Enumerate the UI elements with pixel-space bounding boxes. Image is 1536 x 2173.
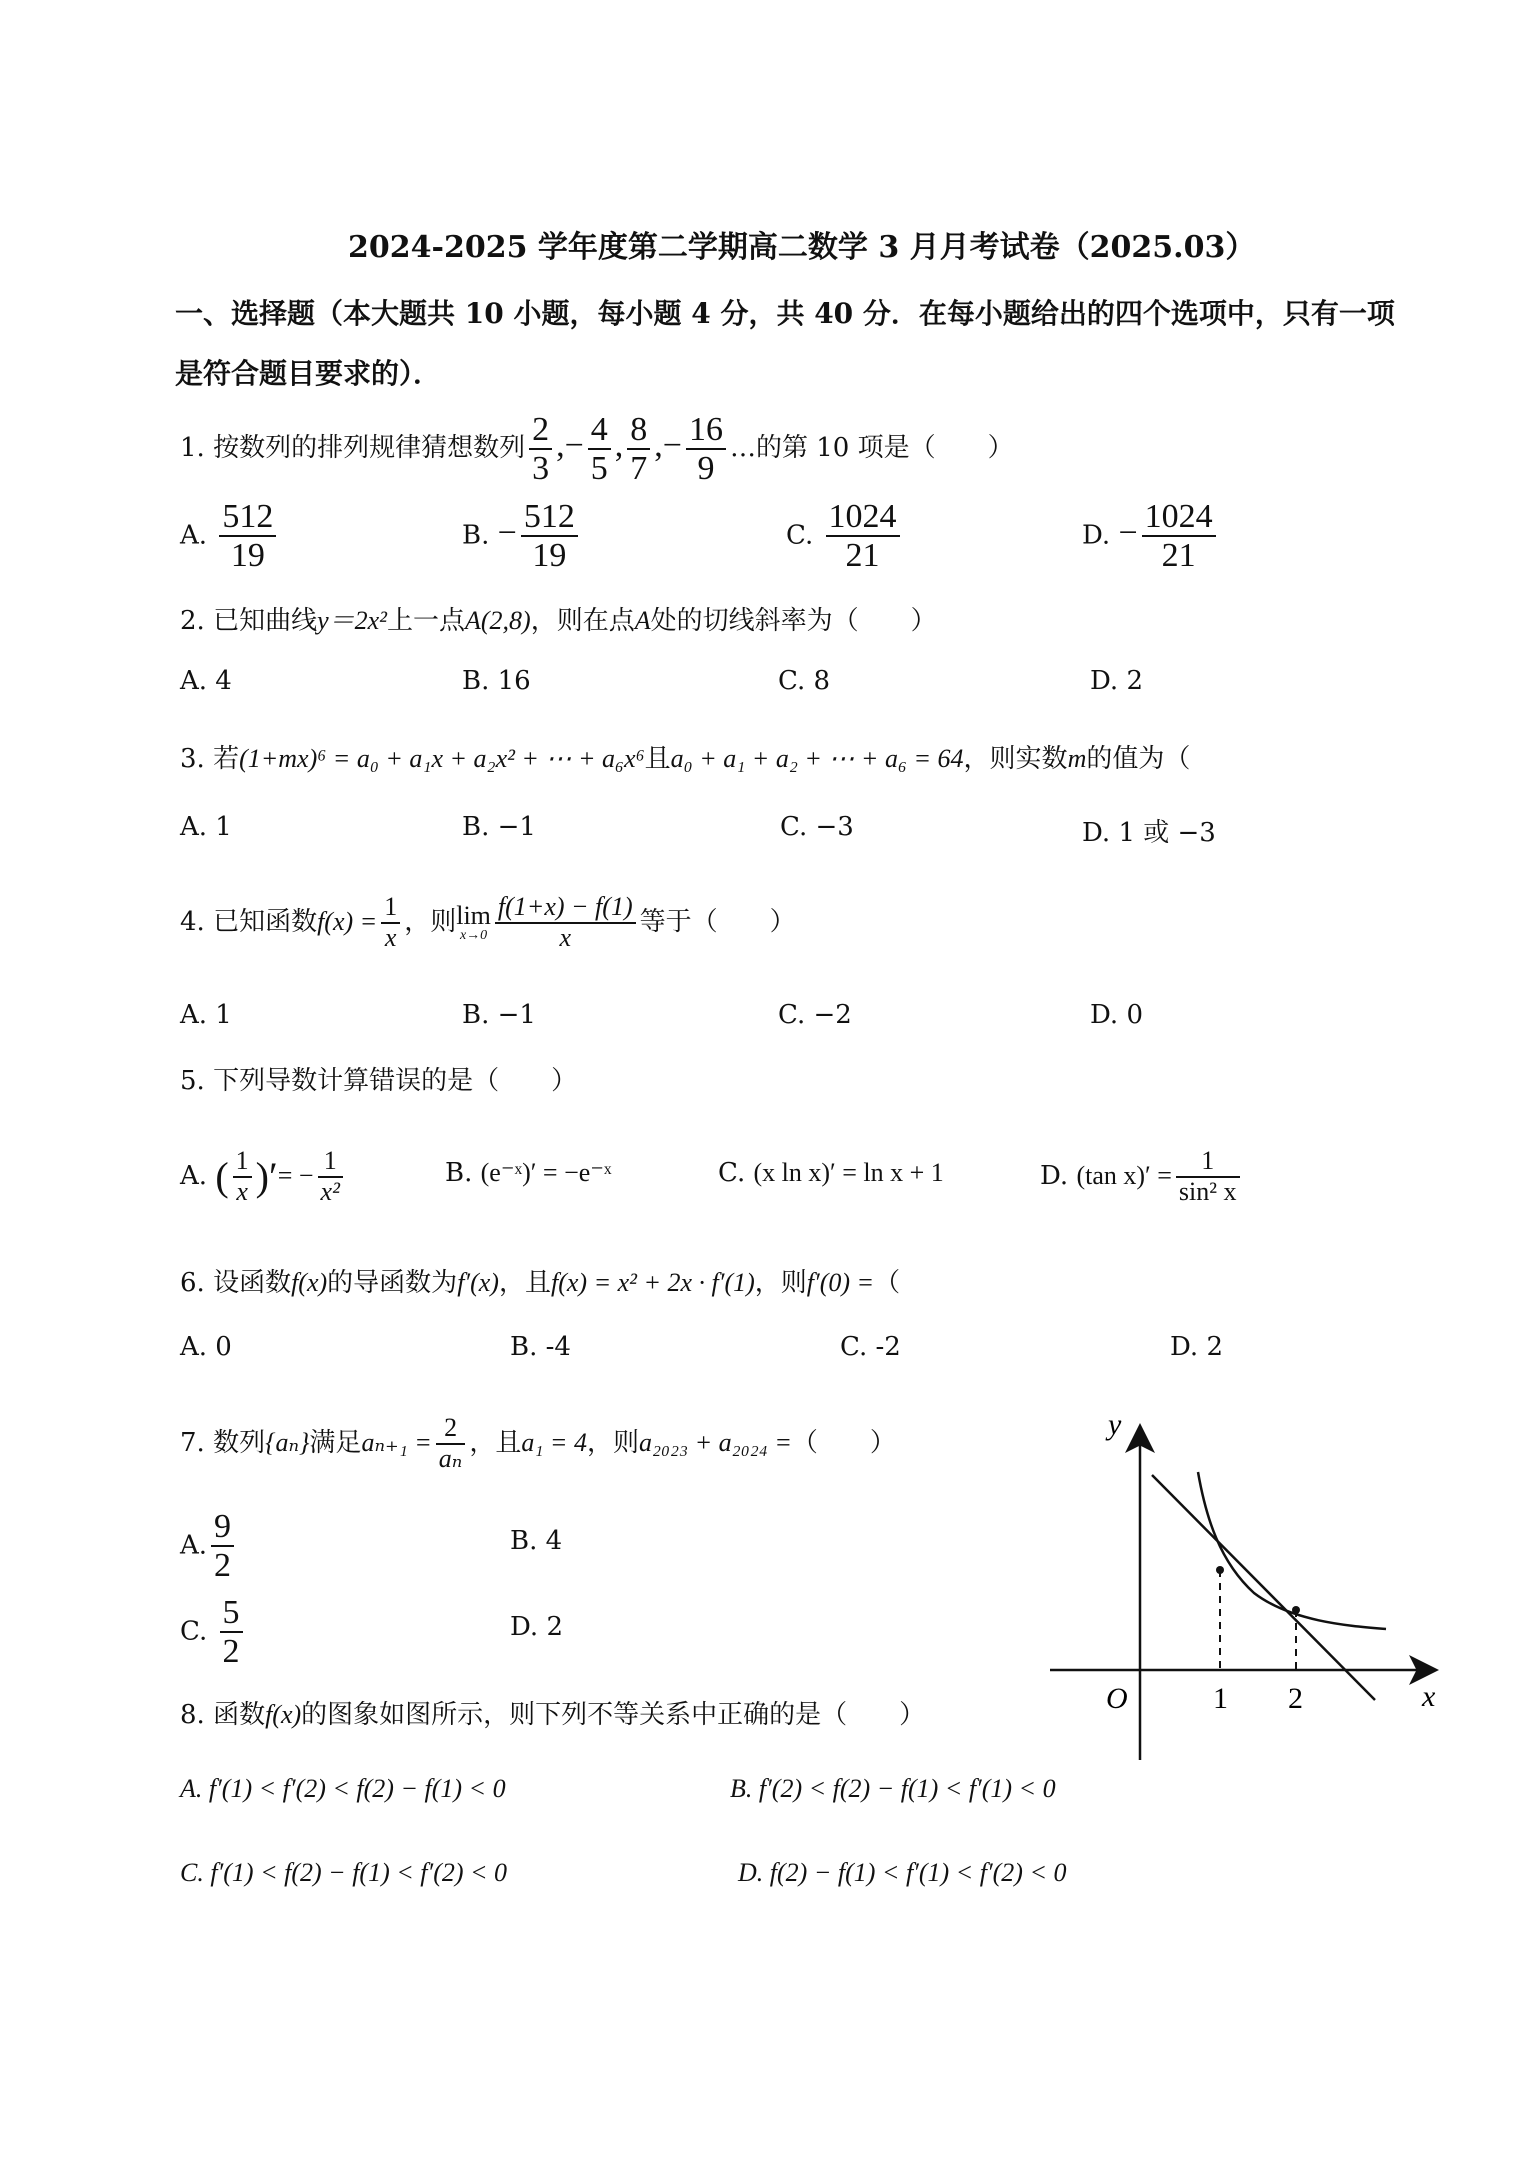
q4-limit-den: x: [559, 923, 572, 952]
q7-option-a-den: 2: [214, 1547, 232, 1585]
q6-text-d: ，则: [754, 1268, 807, 1298]
q8-text-a: 8. 函数: [180, 1700, 266, 1730]
q5-option-d-lhs: (tan x)′ =: [1076, 1161, 1172, 1190]
section-header-line1: 一、选择题（本大题共 10 小题，每小题 4 分，共 40 分．在每小题给出的四个选项中，只有一项: [175, 297, 1395, 330]
q7-text-a: 7. 数列: [180, 1428, 266, 1458]
q1-option-b-frac: [521, 498, 578, 575]
q3-option-c: C. −3: [780, 812, 854, 842]
q1-option-d-num: 1024: [1142, 498, 1216, 537]
q1-option-c-den: 21: [845, 537, 880, 575]
q1-seq-den-2: 5: [590, 450, 608, 487]
q8-text-b: 的图象如图所示，则下列不等关系中正确的是（ ）: [301, 1700, 926, 1730]
q3-option-d: D. 1 或 −3: [1082, 818, 1216, 848]
q3-equation-1: (1+mx)⁶ = a₀ + a₁x + a₂x² + ⋯ + a₆x⁶: [239, 744, 645, 773]
q5-option-a: [180, 1136, 347, 1217]
q6-option-a: A. 0: [180, 1332, 232, 1362]
q5-option-a-result-frac: [318, 1147, 343, 1206]
q1-option-d-den: 21: [1161, 537, 1196, 575]
q5-option-a-inner-frac: [233, 1147, 252, 1206]
q4-text-a: 4. 已知函数: [180, 907, 318, 937]
q5-option-a-close-paren: )′: [255, 1154, 278, 1199]
q1-option-d-label: D.: [1082, 520, 1111, 551]
question-2: [180, 600, 937, 637]
q1-option-b-den: 19: [532, 537, 567, 575]
q1-option-b-num: 512: [521, 498, 578, 537]
q6-text-c: ，且: [498, 1268, 551, 1298]
q1-seq-den-1: 3: [532, 450, 550, 487]
q1-option-a-label: A.: [180, 520, 208, 551]
q1-seq-term-3: [627, 411, 650, 488]
q6-text-e: （: [874, 1268, 901, 1298]
q4-option-b: B. −1: [462, 1000, 536, 1030]
q1-seq-term-1: [529, 411, 552, 488]
q2-option-a: A. 4: [180, 666, 232, 696]
q4-option-a: A. 1: [180, 1000, 232, 1030]
y-axis-label: y: [1108, 1408, 1122, 1441]
question-7: [180, 1408, 896, 1478]
q2-text-c: ，则在点: [530, 606, 635, 636]
q4-option-c: C. −2: [778, 1000, 852, 1030]
q6-f: f(x): [291, 1268, 328, 1297]
q7-text-c: ，且: [469, 1428, 522, 1458]
q8-option-b: B. f′(2) < f(2) − f(1) < f′(1) < 0: [730, 1774, 1056, 1803]
q6-option-d: D. 2: [1170, 1332, 1223, 1362]
q4-limit-frac: [495, 893, 636, 952]
q7-option-a-num: 9: [211, 1508, 234, 1547]
q7-recurrence-lhs: aₙ₊₁ =: [361, 1428, 432, 1457]
q1-option-c-label: C.: [786, 520, 814, 551]
q5-option-c-label: C.: [718, 1158, 746, 1188]
q5-option-d: [1040, 1136, 1244, 1216]
q1-option-c: [786, 498, 904, 575]
function-graph: [1030, 1400, 1450, 1780]
q4-option-d: D. 0: [1090, 1000, 1143, 1030]
tick-label-1: 1: [1213, 1682, 1228, 1715]
q1-suffix: …的第 10 项是（ ）: [729, 433, 1014, 463]
q5-option-a-inner-num: 1: [233, 1147, 252, 1178]
tick-label-2: 2: [1288, 1682, 1303, 1715]
q5-option-a-open-paren: (: [215, 1154, 229, 1199]
q7-option-c-num: 5: [220, 1594, 243, 1633]
q7-option-c-label: C.: [180, 1616, 208, 1647]
q1-seq-den-3: 7: [630, 450, 648, 487]
q7-option-d: D. 2: [510, 1612, 563, 1642]
q3-text-b: 且: [644, 744, 671, 774]
q5-option-a-eq: = −: [277, 1161, 314, 1190]
q5-option-d-num: 1: [1176, 1147, 1240, 1178]
q4-limit-num: f(1+x) − f(1): [495, 893, 636, 924]
q2-option-b: B. 16: [462, 666, 531, 696]
q7-option-c: [180, 1594, 247, 1671]
q1-seq-sign-2: ,−: [556, 427, 584, 464]
q1-option-a: [180, 498, 280, 575]
page-title: 2024-2025 学年度第二学期高二数学 3 月月考试卷（2025.03）: [348, 230, 1256, 265]
q1-option-a-den: 19: [230, 537, 265, 575]
q7-initial: a₁ = 4: [521, 1428, 587, 1457]
q7-option-a-frac: [211, 1508, 234, 1585]
q7-option-c-den: 2: [222, 1633, 240, 1671]
q1-option-d-sign: −: [1118, 514, 1138, 552]
q5-option-a-inner-den: x: [236, 1177, 248, 1206]
q1-option-d-frac: [1142, 498, 1216, 575]
question-5: 5. 下列导数计算错误的是（ ）: [180, 1066, 578, 1096]
q7-option-a: [180, 1508, 238, 1585]
q1-option-d: [1082, 498, 1220, 575]
q5-option-d-label: D.: [1040, 1161, 1069, 1191]
q4-limit: [456, 903, 491, 943]
point-x1: [1216, 1566, 1224, 1574]
q4-text-c: 等于（ ）: [639, 907, 796, 937]
q6-text-a: 6. 设函数: [180, 1268, 292, 1298]
q4-function-num: 1: [381, 893, 400, 924]
origin-label: O: [1106, 1682, 1128, 1715]
q7-option-c-frac: [220, 1594, 243, 1671]
q5-option-a-result-num: 1: [318, 1147, 343, 1178]
q6-option-c: C. -2: [840, 1332, 901, 1362]
secant-line: [1152, 1475, 1375, 1700]
q5-option-a-label: A.: [180, 1161, 208, 1191]
q2-point-name: A: [634, 606, 651, 635]
q8-option-d: D. f(2) − f(1) < f′(1) < f′(2) < 0: [738, 1858, 1067, 1887]
q1-seq-term-2: [588, 411, 611, 488]
q6-ask: f′(0) =: [806, 1268, 875, 1297]
q2-option-c: C. 8: [778, 666, 831, 696]
question-3: [180, 738, 1190, 775]
q1-option-b: [462, 498, 582, 575]
q1-seq-num-1: 2: [529, 411, 552, 450]
q3-option-a: A. 1: [180, 812, 232, 842]
q6-equation: f(x) = x² + 2x · f′(1): [550, 1268, 755, 1297]
q2-curve: y＝2x²: [317, 606, 387, 635]
q6-fp: f′(x): [457, 1268, 499, 1297]
q8-f: f(x): [265, 1700, 302, 1729]
q2-text-b: 上一点: [386, 606, 465, 636]
q4-function-den: x: [384, 923, 397, 952]
q1-seq-sign-4: ,−: [654, 427, 682, 464]
q3-var: m: [1067, 744, 1087, 773]
q7-text-d: ，则: [586, 1428, 639, 1458]
q5-option-b-label: B.: [445, 1158, 473, 1188]
q1-seq-term-4: [686, 411, 726, 488]
q3-text-a: 3. 若: [180, 744, 240, 774]
q1-seq-sign-3: ,: [614, 427, 624, 464]
q6-text-b: 的导函数为: [327, 1268, 458, 1298]
q6-option-b: B. -4: [510, 1332, 571, 1362]
q1-option-a-frac: [219, 498, 276, 575]
q4-function-frac: [381, 893, 400, 952]
q7-recurrence-frac: [436, 1414, 466, 1473]
q3-option-b: B. −1: [462, 812, 536, 842]
q7-recurrence-num: 2: [436, 1414, 466, 1445]
q1-seq-den-4: 9: [697, 450, 715, 487]
question-6: [180, 1262, 900, 1299]
q7-ask: a₂₀₂₃ + a₂₀₂₄ =: [638, 1428, 792, 1457]
question-4: [180, 886, 796, 958]
q4-text-b: ，则: [404, 907, 457, 937]
q4-function-lhs: f(x) =: [317, 907, 378, 936]
q5-option-a-result-den: x²: [320, 1177, 340, 1206]
q1-option-c-num: 1024: [826, 498, 900, 537]
q1-seq-num-4: 16: [686, 411, 726, 450]
q1-option-a-num: 512: [219, 498, 276, 537]
q2-option-d: D. 2: [1090, 666, 1143, 696]
q8-option-c: C. f′(1) < f(2) − f(1) < f′(2) < 0: [180, 1858, 508, 1887]
q2-text-a: 2. 已知曲线: [180, 606, 318, 636]
q7-option-b: B. 4: [510, 1526, 563, 1556]
q7-text-b: 满足: [309, 1428, 362, 1458]
q3-equation-2: a₀ + a₁ + a₂ + ⋯ + a₆ = 64: [670, 744, 964, 773]
q1-seq-num-2: 4: [588, 411, 611, 450]
q1-option-b-label: B.: [462, 520, 490, 551]
q1-option-b-sign: −: [497, 514, 517, 552]
q5-option-d-den: sin² x: [1178, 1177, 1237, 1206]
q1-prefix: 1. 按数列的排列规律猜想数列: [180, 433, 526, 463]
q7-option-a-label: A.: [180, 1530, 208, 1561]
q5-option-c: [718, 1158, 944, 1188]
section-header-line2: 是符合题目要求的）．: [175, 357, 442, 390]
q1-option-c-frac: [826, 498, 900, 575]
q7-seq: {aₙ}: [265, 1428, 310, 1457]
question-1: [180, 410, 1014, 487]
q4-limit-word: lim: [456, 901, 491, 930]
q4-limit-sub: x→0: [459, 928, 488, 943]
question-8: [180, 1694, 925, 1731]
q2-text-d: 处的切线斜率为（ ）: [650, 606, 937, 636]
x-axis-label: x: [1422, 1680, 1436, 1713]
point-x2: [1292, 1606, 1300, 1614]
q8-option-a: A. f′(1) < f′(2) < f(2) − f(1) < 0: [180, 1774, 506, 1803]
q1-seq-num-3: 8: [627, 411, 650, 450]
q7-recurrence-den: aₙ: [438, 1444, 463, 1473]
q3-text-d: 的值为（: [1086, 744, 1191, 774]
q5-option-b: [445, 1158, 612, 1188]
q5-option-d-frac: [1176, 1147, 1240, 1206]
q2-point: A(2,8): [464, 606, 531, 635]
q5-option-b-expr: (e⁻ˣ)′ = −e⁻ˣ: [480, 1158, 612, 1187]
q7-text-e: （ ）: [791, 1428, 896, 1458]
q5-option-c-expr: (x ln x)′ = ln x + 1: [753, 1158, 944, 1187]
q3-text-c: ，则实数: [963, 744, 1068, 774]
